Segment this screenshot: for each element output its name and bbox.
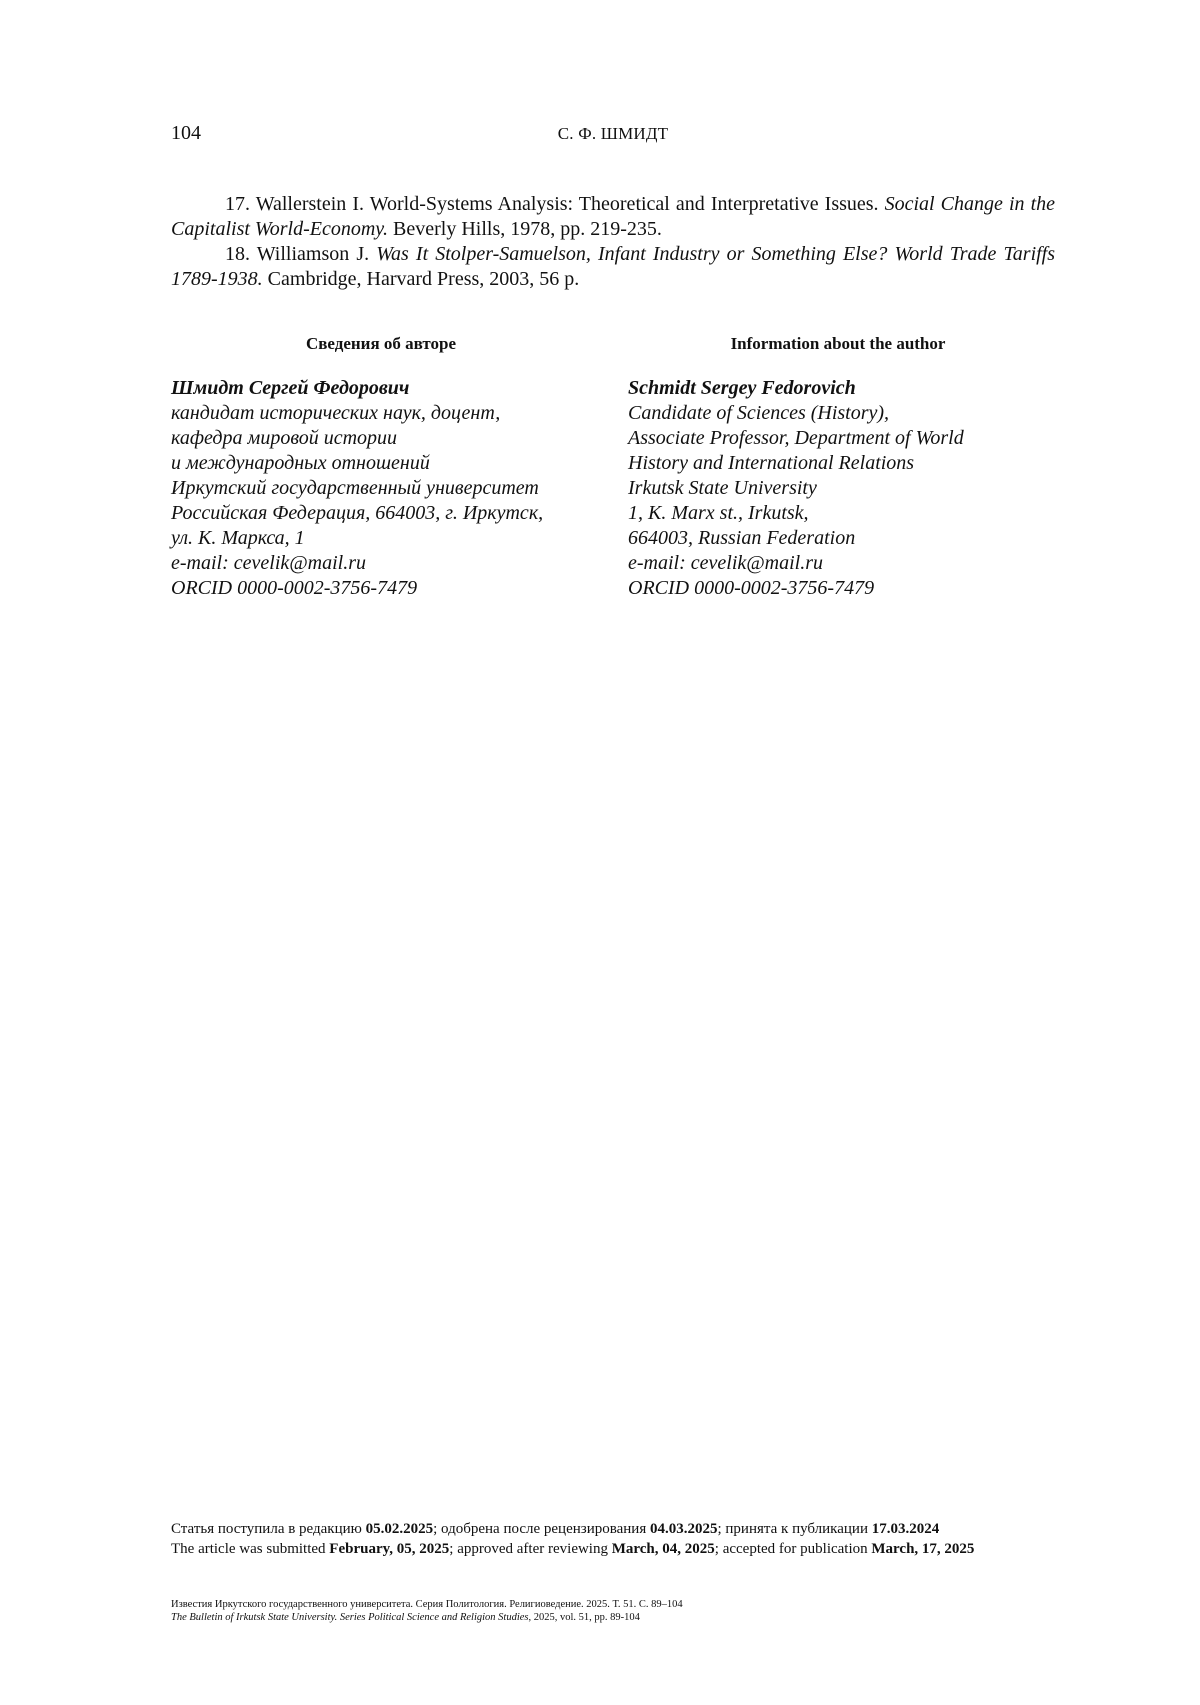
author-email-ru: e-mail: cevelik@mail.ru [171, 552, 366, 574]
journal-footer [171, 1598, 1055, 1624]
submitted-label-ru: Статья поступила в редакцию [171, 1521, 362, 1537]
journal-citation-en [171, 1611, 1055, 1624]
reference-number: 17. [225, 193, 250, 215]
accepted-label-en: ; accepted for publication [714, 1541, 868, 1557]
reference-author: Wallerstein I. [255, 193, 365, 215]
author-degree-ru: кандидат исторических наук, доцент, [171, 402, 501, 424]
author-info-en [628, 334, 1048, 601]
journal-details-en: , 2025, vol. 51, pp. 89-104 [528, 1612, 640, 1623]
article-history [171, 1519, 1055, 1559]
reference-number: 18. [225, 243, 250, 265]
author-degree-en: Candidate of Sciences (History), [628, 402, 890, 424]
submitted-date-ru: 05.02.2025 [365, 1521, 434, 1537]
author-department-en: History and International Relations [628, 452, 915, 474]
accepted-date-en: March, 17, 2025 [871, 1541, 975, 1557]
journal-title-en: The Bulletin of Irkutsk State University. Series Political Science and Religion Studies [171, 1612, 529, 1623]
author-department-ru-cont: и международных отношений [171, 452, 430, 474]
reference-item [171, 242, 1055, 292]
author-details-en [628, 376, 1048, 601]
accepted-label-ru: ; принята к публикации [717, 1521, 868, 1537]
reference-source: Social Change in the Capitalist World-Economy. [171, 193, 1056, 240]
reference-title: World-Systems Analysis: Theoretical and Interpretative Issues. [369, 193, 879, 215]
article-history-ru [171, 1519, 1055, 1539]
approved-label-ru: ; одобрена после рецензирования [433, 1521, 647, 1537]
author-info-heading-ru: Сведения об авторе [305, 334, 457, 353]
reference-details: Beverly Hills, 1978, pp. 219-235. [393, 218, 662, 240]
page-header [171, 122, 1055, 148]
page-number: 104 [171, 122, 201, 144]
author-info-heading-en: Information about the author [730, 334, 946, 353]
approved-date-en: March, 04, 2025 [611, 1541, 715, 1557]
reference-title: Was It Stolper-Samuelson, Infant Industry or Something Else? World Trade Tariffs 1789-1938. [171, 243, 1056, 290]
approved-date-ru: 04.03.2025 [649, 1521, 718, 1537]
article-history-en [171, 1539, 1055, 1559]
approved-label-en: ; approved after reviewing [449, 1541, 608, 1557]
reference-details: Cambridge, Harvard Press, 2003, 56 p. [267, 268, 580, 290]
author-name-en: Schmidt Sergey Fedorovich [628, 377, 856, 399]
reference-item [171, 192, 1055, 242]
journal-citation-ru: Известия Иркутского государственного университета. Серия Политология. Религиоведение. 2025. Т. 51. С. 89–104 [171, 1599, 683, 1610]
author-department-ru: кафедра мировой истории [171, 427, 398, 449]
submitted-date-en: February, 05, 2025 [329, 1541, 450, 1557]
author-address-en: 664003, Russian Federation [628, 527, 856, 549]
author-details-ru [171, 376, 591, 601]
author-street-ru: ул. К. Маркса, 1 [171, 527, 305, 549]
submitted-label-en: The article was submitted [171, 1541, 326, 1557]
author-street-en: 1, K. Marx st., Irkutsk, [628, 502, 809, 524]
accepted-date-ru: 17.03.2024 [871, 1521, 940, 1537]
references-list [171, 192, 1055, 292]
reference-author: Williamson J. [256, 243, 370, 265]
author-university-ru: Иркутский государственный университет [171, 477, 539, 499]
author-name-ru: Шмидт Сергей Федорович [171, 377, 410, 399]
author-orcid-en: ORCID 0000-0002-3756-7479 [628, 577, 875, 599]
author-email-en: e-mail: cevelik@mail.ru [628, 552, 823, 574]
author-orcid-ru: ORCID 0000-0002-3756-7479 [171, 577, 418, 599]
author-address-ru: Российская Федерация, 664003, г. Иркутск, [171, 502, 544, 524]
running-title: С. Ф. ШМИДТ [557, 124, 669, 143]
author-position-en: Associate Professor, Department of World [628, 427, 964, 449]
author-info-ru [171, 334, 591, 601]
author-university-en: Irkutsk State University [628, 477, 817, 499]
